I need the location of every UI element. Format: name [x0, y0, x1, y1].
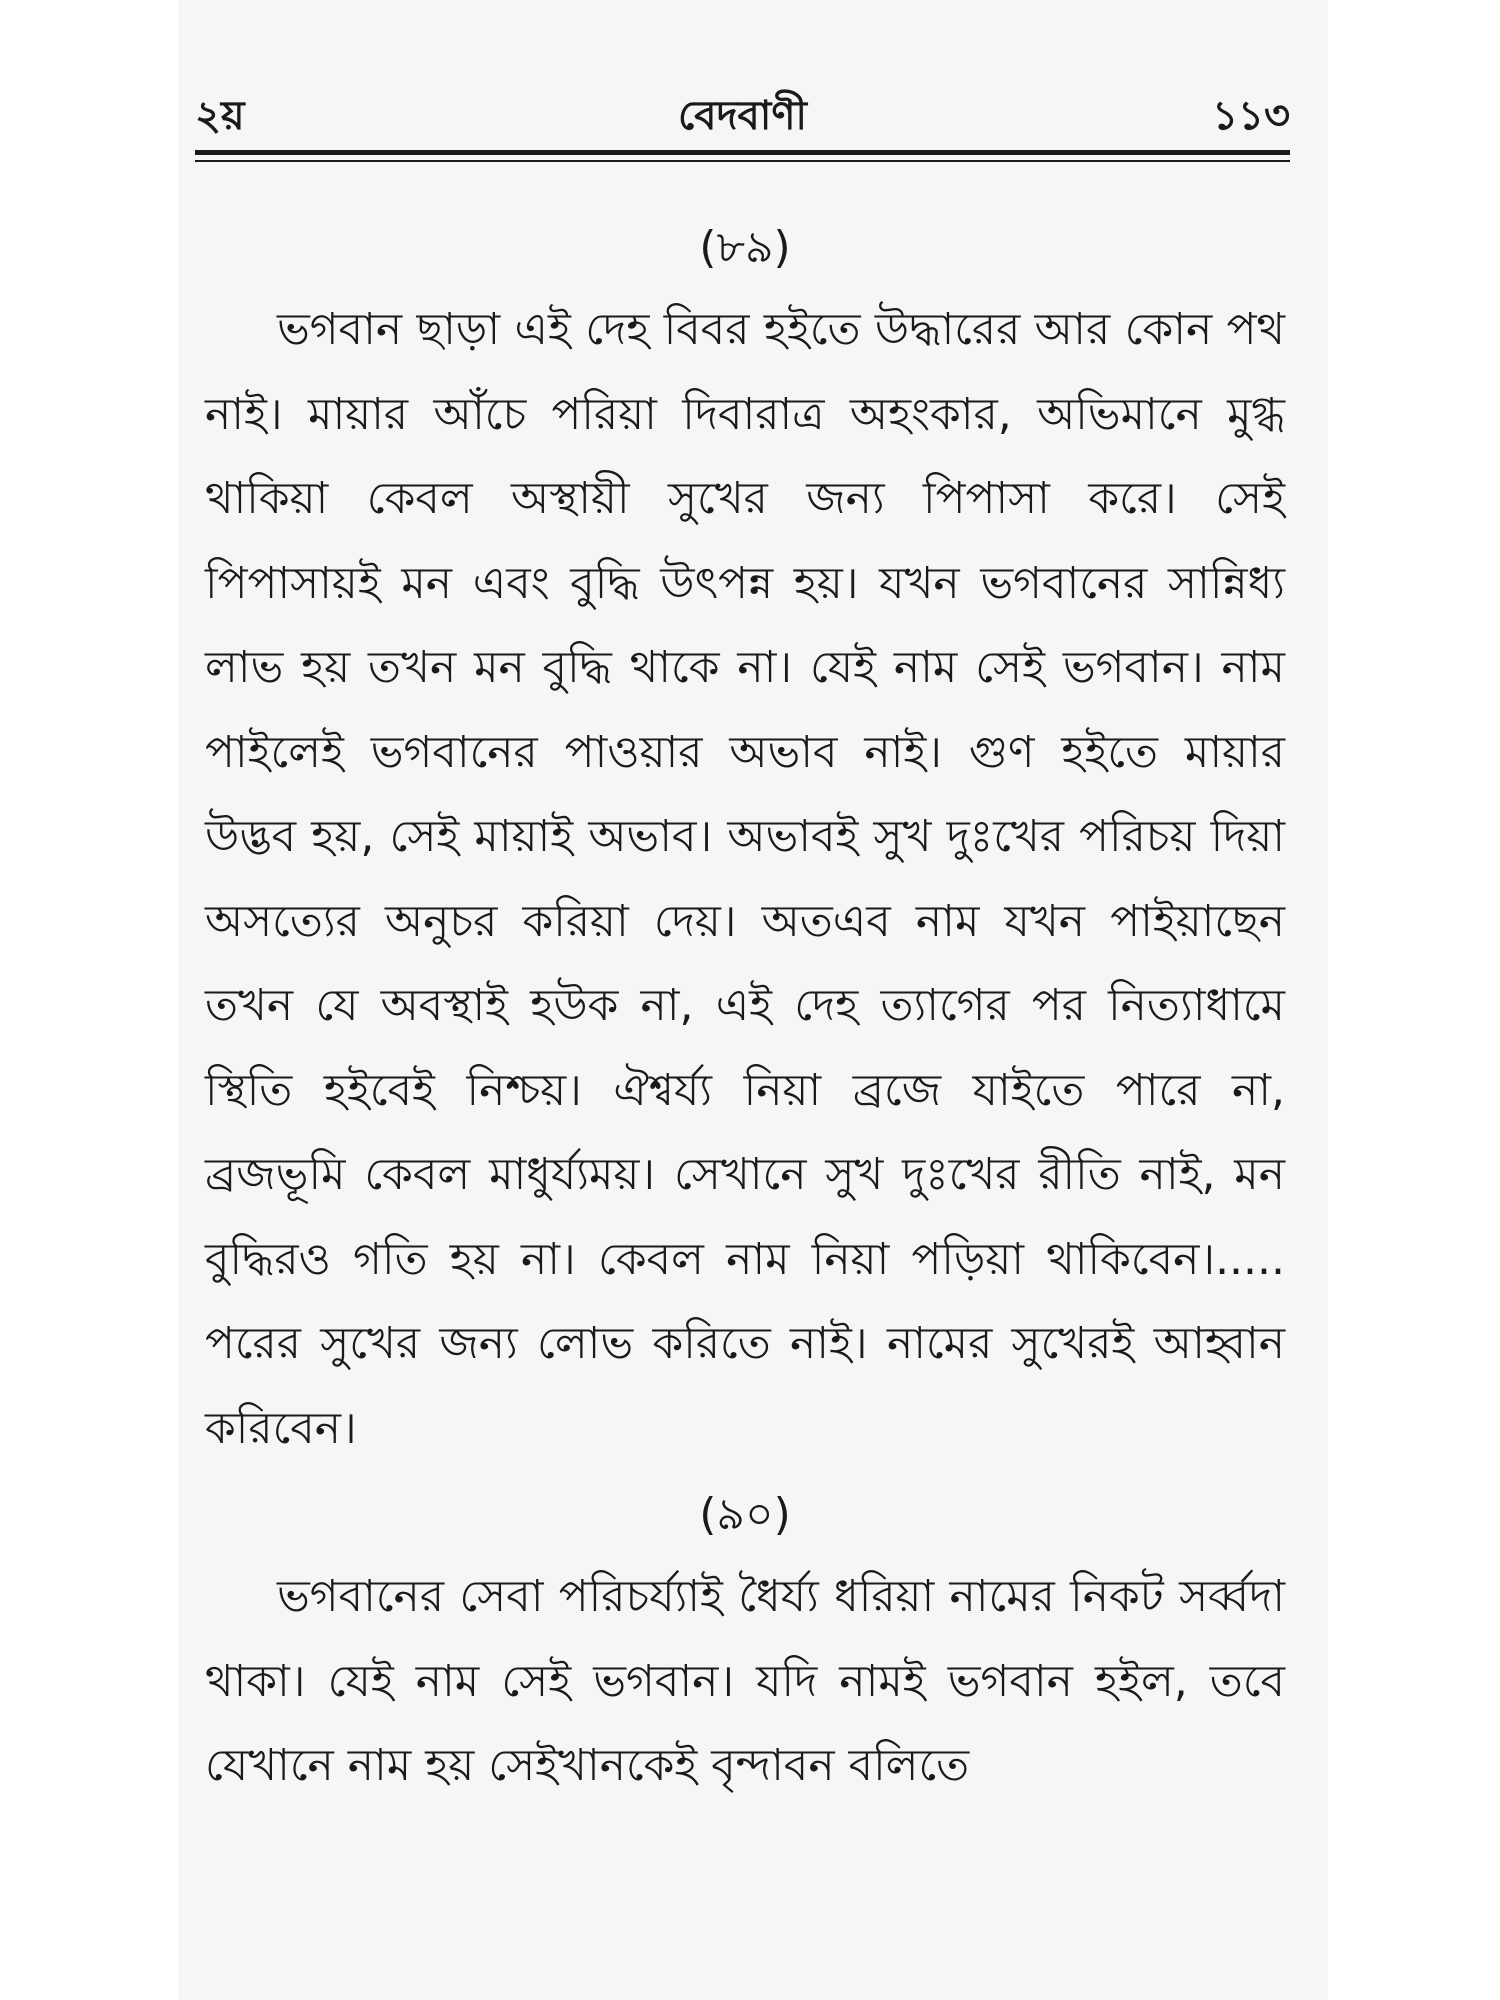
- section-paragraph: ভগবান ছাড়া এই দেহ বিবর হইতে উদ্ধারের আর কোন পথ নাই। মায়ার আঁচে পরিয়া দিবারাত্র অহংকার, অভিমানে মুগ্ধ থাকিয়া কেবল অস্থায়ী সুখের জন্য পিপাসা করে। সেই পিপাসায়ই মন এবং বুদ্ধি উৎপন্ন হয়। যখন ভগবানের সান্নিধ্য লাভ হয় তখন মন বুদ্ধি থাকে না। যেই নাম সেই ভগবান। নাম পাইলেই ভগবানের পাওয়ার অভাব নাই। গুণ হইতে মায়ার উদ্ভব হয়, সেই মায়াই অভাব। অভাবই সুখ দুঃখের পরিচয় দিয়া অসত্যের অনুচর করিয়া দেয়। অতএব নাম যখন পাইয়াছেন তখন যে অবস্থাই হউক না, এই দেহ ত্যাগের পর নিত্যাধামে স্থিতি হইবেই নিশ্চয়। ঐশ্বর্য্য নিয়া ব্রজে যাইতে পারে না, ব্রজভূমি কেবল মাধুর্য্যময়। সেখানে সুখ দুঃখের রীতি নাই, মন বুদ্ধিরও গতি হয় না। কেবল নাম নিয়া পড়িয়া থাকিবেন।..... পরের সুখের জন্য লোভ করিতে নাই। নামের সুখেরই আহ্বান করিবেন।: [205, 304, 1285, 1454]
- section-paragraph: ভগবানের সেবা পরিচর্য্যাই ধৈর্য্য ধরিয়া নামের নিকট সর্ব্বদা থাকা। যেই নাম সেই ভগবান। যদি নামই ভগবান হইল, তবে যেখানে নাম হয় সেইখানকেই বৃন্দাবন বলিতে: [205, 1571, 1285, 1791]
- volume-label: ২য়: [195, 93, 245, 139]
- book-title: বেদবাণী: [678, 93, 807, 139]
- section-number: (৯০): [699, 1489, 791, 1540]
- page-body: [205, 216, 1285, 1809]
- section-number: (৮৯): [699, 222, 791, 273]
- header-rule-thick: [195, 150, 1290, 155]
- page-margin: [0, 0, 178, 2000]
- page-number: ১১৩: [1212, 93, 1290, 139]
- running-header: [195, 88, 1290, 144]
- header-rule-thin: [195, 160, 1290, 162]
